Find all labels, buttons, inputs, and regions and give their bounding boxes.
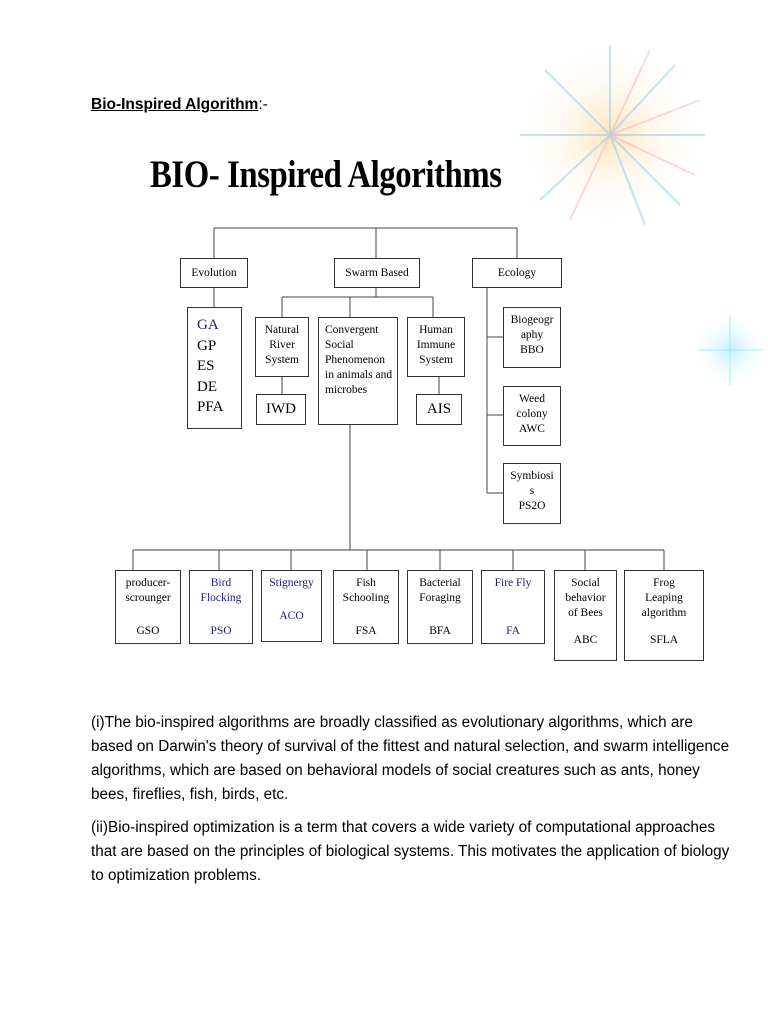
ps2o-line-1: Symbiosi [510,470,554,482]
bottom-item-sfla [624,570,704,661]
gso-name-2: scrounger [125,592,171,604]
convergent-line-5: microbes [325,384,368,396]
river-line-1: Natural [264,324,300,336]
fsa-abbr: FSA [355,625,377,637]
ecology-item-bbo [503,307,561,368]
natural-river-system [255,317,309,377]
algo-iwd-label: IWD [266,401,296,417]
sfla-name-3: algorithm [641,607,687,619]
algo-de: DE [197,378,217,395]
gso-name-1: producer- [125,577,171,589]
fa-name-1: Fire Fly [494,577,532,589]
heading-text: Bio-Inspired Algorithm [91,96,259,113]
pso-abbr: PSO [210,625,232,637]
human-immune-system [407,317,465,377]
pso-name-1: Bird [210,577,232,589]
abc-name-1: Social [571,577,600,589]
algo-iwd [256,394,306,425]
pso-name-2: Flocking [200,592,242,604]
category-swarm-based [334,258,420,288]
convergent-line-2: Social [325,339,354,351]
bottom-item-aco [261,570,322,642]
bottom-item-bfa [407,570,473,644]
algo-pfa: PFA [197,399,224,415]
bottom-item-pso [189,570,253,644]
convergent-social-phenomenon [318,317,398,425]
bottom-item-gso [115,570,181,644]
heading-suffix: :- [258,96,268,113]
convergent-line-4: in animals and [325,369,393,381]
fsa-name-1: Fish [356,577,376,589]
immune-line-3: System [419,354,453,366]
bottom-item-fa [481,570,545,644]
category-ecology [472,258,562,288]
algo-ais [416,394,462,425]
bbo-line-3: BBO [520,344,544,356]
awc-line-3: AWC [519,423,545,435]
algo-ais-label: AIS [426,401,452,417]
river-line-2: River [269,339,295,351]
figure-title: BIO- Inspired Algorithms [150,153,502,196]
abc-abbr: ABC [573,634,598,646]
ps2o-line-2: s [529,485,535,497]
bfa-abbr: BFA [429,625,451,637]
algo-gp: GP [197,337,217,354]
algo-ga: GA [197,317,219,333]
immune-line-1: Human [419,324,453,336]
ecology-item-awc [503,386,561,446]
abc-name-3: of Bees [568,607,603,619]
awc-line-2: colony [516,408,548,420]
aco-abbr: ACO [279,610,304,622]
fa-abbr: FA [506,625,520,637]
bbo-line-2: aphy [520,329,544,341]
immune-line-2: Immune [416,339,456,351]
category-evolution [180,258,248,288]
awc-line-1: Weed [519,393,545,405]
convergent-line-3: Phenomenon [325,354,386,366]
ps2o-line-3: PS2O [518,500,546,512]
convergent-line-1: Convergent [325,324,379,336]
gso-abbr: GSO [136,625,160,637]
sfla-abbr: SFLA [649,634,679,646]
algo-es: ES [197,358,215,374]
sfla-name-1: Frog [653,577,675,589]
category-ecology-label: Ecology [497,267,537,279]
bottom-item-abc [554,570,617,661]
abc-name-2: behavior [565,592,606,604]
sfla-name-2: Leaping [645,592,683,604]
evolution-algorithms [187,307,242,429]
river-line-3: System [265,354,299,366]
category-evolution-label: Evolution [191,267,237,279]
bottom-item-fsa [333,570,399,644]
category-swarm-label: Swarm Based [345,267,409,279]
aco-name-1: Stignergy [269,577,314,589]
fsa-name-2: Schooling [342,592,390,604]
paragraph-1: (i)The bio-inspired algorithms are broadly classified as evolutionary algorithms, which are based on Darwin's theory of survival of the fittest and natural selection, and swarm intelligence algorithms, which are based on behavioral models of social creatures such as ants, honey bees, fireflies, fish, birds, etc. [91,714,730,803]
ecology-item-ps2o [503,463,561,524]
bfa-name-2: Foraging [419,592,461,604]
bbo-line-1: Biogeogr [510,314,554,326]
bfa-name-1: Bacterial [419,577,461,589]
paragraph-2: (ii)Bio-inspired optimization is a term that covers a wide variety of computational approaches that are based on the principles of biological systems. This motivates the application of biology to optimization problems. [91,819,730,884]
